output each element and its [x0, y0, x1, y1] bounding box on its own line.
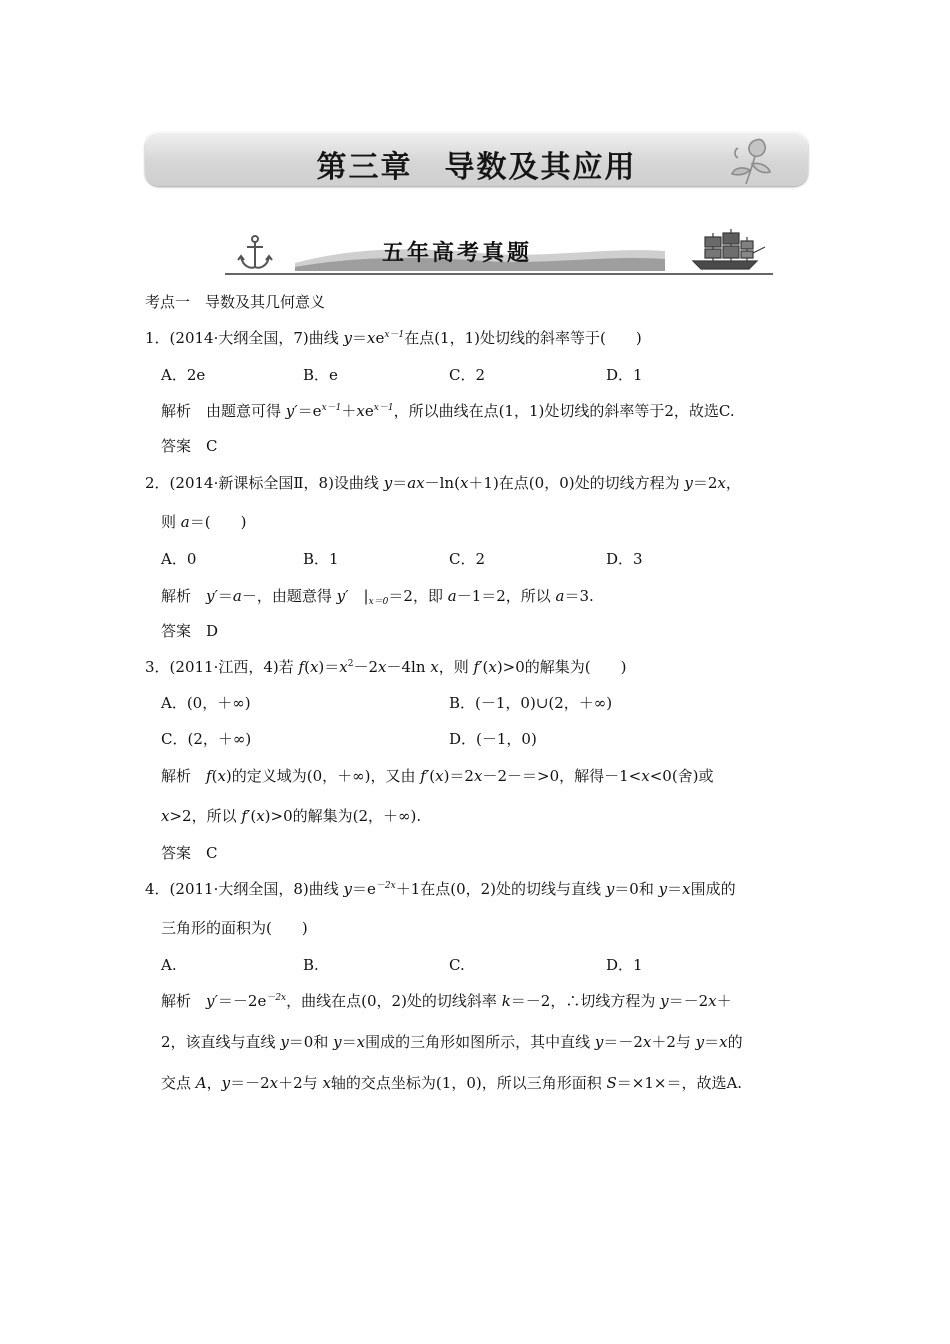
- chapter-title: 第三章 导数及其应用: [316, 150, 637, 185]
- q3-option-d: D．(－1，0): [449, 730, 537, 748]
- q3-solution: 解析 f(x)的定义域为(0，＋∞)，又由 f′(x)＝2x－2－＝>0，解得－1<x<0(舍)或: [161, 767, 714, 785]
- q1-stem: 1．(2014·大纲全国，7)曲线 $y=xe^{x-1}$在点(1，1)处切线的斜率等于( ): [145, 329, 642, 347]
- q1-option-a: A．2e: [161, 366, 206, 384]
- q4-option-c: C.: [449, 956, 465, 974]
- q3-option-b: B．(－1，0)∪(2，＋∞): [449, 694, 613, 712]
- topic-heading: 考点一 导数及其几何意义: [145, 293, 326, 311]
- ship-icon: [687, 227, 767, 273]
- q3-solution-line2: x>2，所以 f′(x)>0的解集为(2，＋∞).: [161, 807, 422, 825]
- q4-stem-line2: 三角形的面积为( ): [161, 919, 308, 937]
- q4-solution-line1: 解析 $y'=-2e^{-2x}$，曲线在点(0，2)处的切线斜率 k＝－2，∴切线方程为 y＝－2x＋: [161, 992, 732, 1010]
- q4-option-b: B.: [303, 956, 319, 974]
- q2-answer: 答案 D: [161, 622, 219, 640]
- q2-solution: 解析 y′＝a－，由题意得 y′ $|_{x=0}=2$，即 a－1＝2，所以 a＝3.: [161, 587, 594, 607]
- section-title: 五年高考真题: [381, 240, 532, 266]
- q2-stem-line2: 则 a＝( ): [161, 513, 247, 531]
- q2-option-d: D．3: [606, 550, 643, 568]
- q1-option-b: B．e: [303, 366, 338, 384]
- q2-option-a: A．0: [161, 550, 197, 568]
- q4-option-d: D．1: [606, 956, 643, 974]
- q1-solution: 解析 由题意可得 $y'=e^{x-1}+xe^{x-1}$，所以曲线在点(1，1)处切线的斜率等于2，故选C.: [161, 402, 735, 420]
- q1-option-c: C．2: [449, 366, 486, 384]
- q3-option-a: A．(0，＋∞): [161, 694, 251, 712]
- q1-answer: 答案 C: [161, 437, 218, 455]
- q2-stem: 2．(2014·新课标全国Ⅱ，8)设曲线 y＝ax－ln(x＋1)在点(0，0)处的切线方程为 y＝2x，: [145, 474, 741, 492]
- q1-option-d: D．1: [606, 366, 643, 384]
- q4-option-a: A.: [161, 956, 177, 974]
- q3-option-c: C．(2，＋∞): [161, 730, 252, 748]
- section-banner: [225, 233, 773, 275]
- q4-solution-line3: 交点 A，y＝－2x＋2与 x轴的交点坐标为(1，0)，所以三角形面积 S＝×1×＝，故选A.: [161, 1074, 743, 1092]
- chapter-banner: [145, 132, 808, 186]
- section-rule: [225, 273, 773, 275]
- q3-stem: 3．(2011·江西，4)若 $f(x)=x^2-2x-4\ln$ x，则 f′(x)>0的解集为( ): [145, 658, 627, 676]
- q4-solution-line2: 2，该直线与直线 y＝0和 y＝x围成的三角形如图所示，其中直线 y＝－2x＋2与 y＝x的: [161, 1033, 743, 1051]
- flower-icon: [726, 134, 786, 186]
- q4-stem: 4．(2011·大纲全国，8)曲线 $y=e^{-2x}+1$在点(0，2)处的切线与直线 y＝0和 y＝x围成的: [145, 880, 736, 898]
- anchor-icon: [233, 233, 277, 273]
- q2-option-b: B．1: [303, 550, 339, 568]
- q2-option-c: C．2: [449, 550, 486, 568]
- q3-answer: 答案 C: [161, 844, 218, 862]
